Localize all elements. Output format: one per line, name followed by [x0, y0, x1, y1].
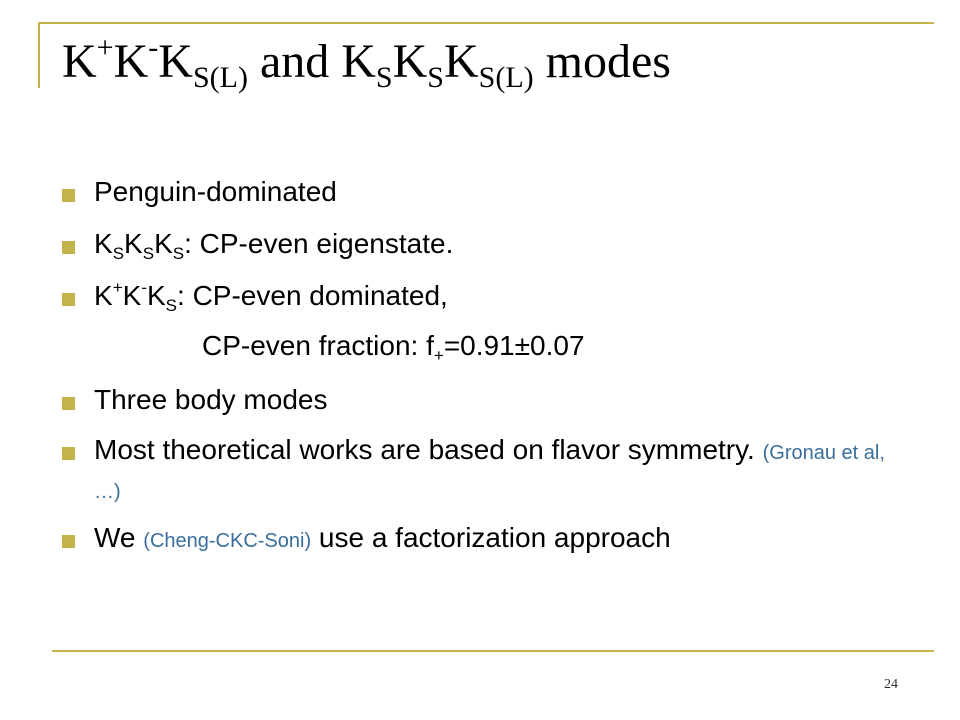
text-part: We [94, 522, 144, 553]
bullet-continuation [202, 328, 585, 364]
frame-top-line [38, 22, 934, 24]
text-sub: + [433, 346, 444, 365]
text-sub: S [142, 244, 155, 263]
title-sub: S(L) [192, 61, 248, 94]
bullet-marker [62, 535, 75, 548]
title-part: and [247, 35, 342, 88]
bullet-marker [62, 447, 75, 460]
title-part: K [392, 35, 428, 88]
text-part: : CP-even eigenstate. [184, 228, 454, 259]
text-part: K [124, 228, 143, 259]
bullet-marker [62, 293, 75, 306]
title-sup-plus: + [96, 31, 114, 64]
title-part: K [443, 35, 479, 88]
text-part: K [154, 228, 173, 259]
text-part: CP-even fraction: f [202, 330, 434, 361]
bullet-text [94, 226, 914, 262]
citation-note: (Cheng-CKC-Soni) [143, 530, 312, 552]
text-part: use a factorization approach [311, 522, 671, 553]
text-part: K [146, 280, 166, 311]
bullet-marker [62, 397, 75, 410]
bullet-text [94, 278, 914, 314]
text-sub: S [112, 244, 125, 263]
title-sub: S [427, 61, 444, 94]
bullet-text: Penguin-dominated [94, 176, 337, 207]
frame-bottom-line [52, 650, 934, 652]
bullet-text: Three body modes [94, 384, 328, 415]
citation-note: (Gronau et al, …) [94, 442, 885, 503]
frame-left-line [38, 22, 40, 88]
text-part: K [122, 280, 142, 311]
text-part: =0.91±0.07 [443, 330, 585, 361]
title-part: modes [533, 35, 671, 88]
title-sub: S [375, 61, 393, 94]
title-part: K [341, 35, 376, 88]
title-part: K [158, 35, 193, 88]
title-sup-minus: - [148, 31, 159, 64]
title-part: K [113, 35, 149, 88]
text-sub: S [172, 244, 185, 263]
bullet-text [94, 432, 914, 510]
bullet-text [94, 520, 914, 559]
text-sup: - [141, 278, 147, 297]
slide-title [62, 30, 671, 94]
title-part: K [62, 35, 97, 88]
text-sub: S [165, 296, 178, 315]
page-number: 24 [884, 677, 898, 692]
text-part: K [94, 280, 113, 311]
title-sub: S(L) [478, 61, 534, 94]
bullet-marker [62, 189, 75, 202]
text-part: : CP-even dominated, [177, 280, 448, 311]
text-part: Most theoretical works are based on flavor symmetry. [94, 434, 763, 465]
text-part: K [94, 228, 113, 259]
bullet-marker [62, 241, 75, 254]
text-sup: + [112, 278, 123, 297]
